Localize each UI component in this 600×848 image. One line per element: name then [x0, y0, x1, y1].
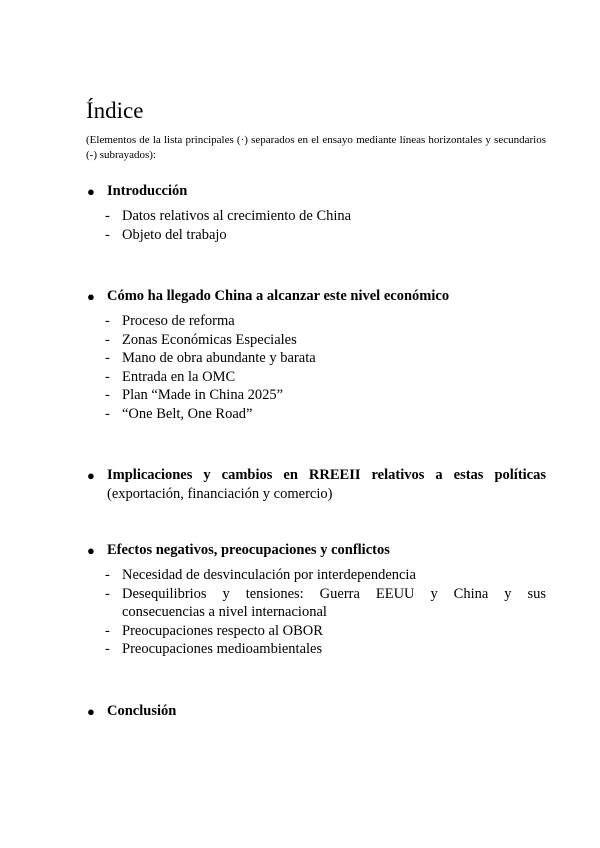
main-item-title: Introducción — [107, 183, 188, 199]
dash-icon: - — [105, 208, 110, 224]
bullet-icon: ● — [87, 184, 95, 199]
sub-item-label: Proceso de reforma — [122, 313, 235, 329]
section-introduccion — [86, 182, 546, 244]
sub-item — [86, 368, 546, 387]
dash-icon: - — [105, 350, 110, 366]
main-item — [86, 182, 546, 201]
index-note: (Elementos de la lista principales (·) separados en el ensayo mediante líneas horizontales y secundarios (-) subrayados): — [86, 134, 546, 161]
sub-item-label: Objeto del trabajo — [122, 226, 227, 243]
main-item — [86, 287, 546, 306]
sub-item — [86, 585, 546, 604]
main-item — [86, 541, 546, 560]
main-item-title: Conclusión — [107, 703, 177, 719]
sub-item-continuation — [86, 603, 546, 622]
sub-item-label: Desequilibrios y tensiones: Guerra EEUU y China y sus — [122, 585, 546, 602]
dash-icon: - — [105, 585, 110, 602]
sub-item — [86, 312, 546, 331]
section-efectos-negativos — [86, 541, 546, 659]
sub-item-label: Entrada en la OMC — [122, 368, 236, 385]
main-item-title: Cómo ha llegado China a alcanzar este nivel económico — [107, 288, 450, 304]
sub-item-label: Datos relativos al crecimiento de China — [122, 208, 352, 224]
section-como-ha-llegado — [86, 287, 546, 423]
sub-item-label: Necesidad de desvinculación por interdependencia — [122, 567, 416, 583]
sub-item-label: Zonas Económicas Especiales — [122, 331, 297, 348]
bullet-icon: ● — [87, 543, 95, 558]
sub-list — [86, 312, 546, 423]
sub-item — [86, 405, 546, 424]
sub-list — [86, 207, 546, 244]
page-title: Índice — [86, 98, 144, 123]
sub-item — [86, 349, 546, 368]
dash-icon: - — [105, 622, 110, 639]
sub-item-label: Mano de obra abundante y barata — [122, 350, 316, 366]
dash-icon: - — [105, 405, 110, 422]
sub-item-label: “One Belt, One Road” — [122, 405, 253, 422]
sub-item — [86, 566, 546, 585]
sub-item — [86, 386, 546, 405]
section-implicaciones — [86, 466, 546, 504]
sub-item-label: consecuencias a nivel internacional — [122, 604, 327, 620]
main-item-subtitle: (exportación, financiación y comercio) — [107, 486, 333, 502]
sub-item-label: Preocupaciones respecto al OBOR — [122, 622, 323, 639]
section-conclusion — [86, 702, 546, 721]
sub-item — [86, 640, 546, 659]
main-item — [86, 466, 546, 504]
sub-item — [86, 331, 546, 350]
bullet-icon: ● — [87, 468, 95, 483]
dash-icon: - — [105, 226, 110, 243]
dash-icon: - — [105, 313, 110, 329]
sub-item — [86, 226, 546, 245]
main-item — [86, 702, 546, 721]
sub-item-label: Preocupaciones medioambientales — [122, 641, 323, 657]
bullet-icon: ● — [87, 704, 95, 719]
sub-item — [86, 622, 546, 641]
sub-list — [86, 566, 546, 659]
bullet-icon: ● — [87, 289, 95, 304]
main-item-title: Efectos negativos, preocupaciones y conflictos — [107, 542, 390, 558]
dash-icon: - — [105, 387, 110, 403]
sub-item — [86, 207, 546, 226]
dash-icon: - — [105, 368, 110, 385]
sub-item-label: Plan “Made in China 2025” — [122, 387, 284, 403]
main-item-title: Implicaciones y cambios en RREEII relativos a estas políticas — [107, 467, 546, 483]
dash-icon: - — [105, 567, 110, 583]
dash-icon: - — [105, 641, 110, 657]
dash-icon: - — [105, 331, 110, 348]
